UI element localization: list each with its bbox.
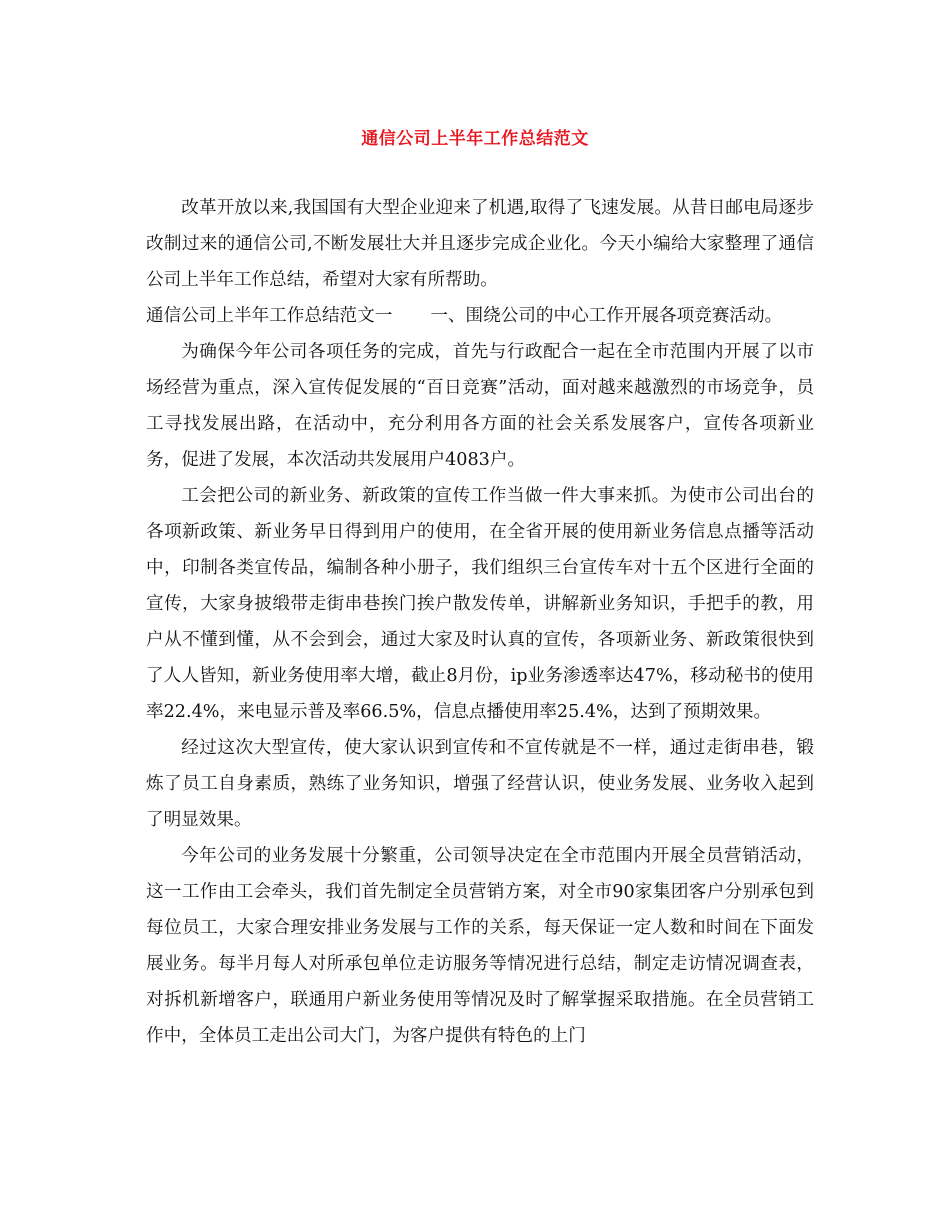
- body-paragraph-2: 工会把公司的新业务、新政策的宣传工作当做一件大事来抓。为使市公司出台的各项新政策、新业务早日得到用户的使用，在全省开展的使用新业务信息点播等活动中，印制各类宣传品，编制各种小册子，我们组织三台宣传车对十五个区进行全面的宣传，大家身披缎带走街串巷挨门挨户散发传单，讲解新业务知识，手把手的教，用户从不懂到懂，从不会到会，通过大家及时认真的宣传，各项新业务、新政策很快到了人人皆知，新业务使用率大增，截止8月份，ip业务渗透率达47%，移动秘书的使用率22.4%，来电显示普及率66.5%，信息点播使用率25.4%，达到了预期效果。: [146, 486, 814, 722]
- document-title: 通信公司上半年工作总结范文: [361, 129, 589, 149]
- body-paragraph-3: 经过这次大型宣传，使大家认识到宣传和不宣传就是不一样，通过走街串巷，锻炼了员工自身素质，熟练了业务知识，增强了经营认识，使业务发展、业务收入起到了明显效果。: [146, 738, 814, 830]
- body-paragraph-1: 为确保今年公司各项任务的完成，首先与行政配合一起在全市范围内开展了以市场经营为重点，深入宣传促发展的“百日竞赛”活动，面对越来越激烈的市场竞争，员工寻找发展出路，在活动中，充分利用各方面的社会关系发展客户，宣传各项新业务，促进了发展，本次活动共发展用户4083户。: [146, 342, 814, 470]
- section-title: 通信公司上半年工作总结范文一: [146, 306, 393, 326]
- body-paragraph-4: 今年公司的业务发展十分繁重，公司领导决定在全市范围内开展全员营销活动，这一工作由工会牵头，我们首先制定全员营销方案，对全市90家集团客户分别承包到每位员工，大家合理安排业务发展与工作的关系，每天保证一定人数和时间在下面发展业务。每半月每人对所承包单位走访服务等情况进行总结，制定走访情况调查表，对拆机新增客户，联通用户新业务使用等情况及时了解掌握采取措施。在全员营销工作中，全体员工走出公司大门，为客户提供有特色的上门: [146, 846, 814, 1046]
- section-subtitle: 一、围绕公司的中心工作开展各项竞赛活动。: [430, 306, 783, 326]
- section-heading: [146, 298, 814, 334]
- intro-paragraph: 改革开放以来,我国国有大型企业迎来了机遇,取得了飞速发展。从昔日邮电局逐步改制过来的通信公司,不断发展壮大并且逐步完成企业化。今天小编给大家整理了通信公司上半年工作总结，希望对大家有所帮助。: [146, 198, 814, 290]
- document-body: [146, 190, 814, 1054]
